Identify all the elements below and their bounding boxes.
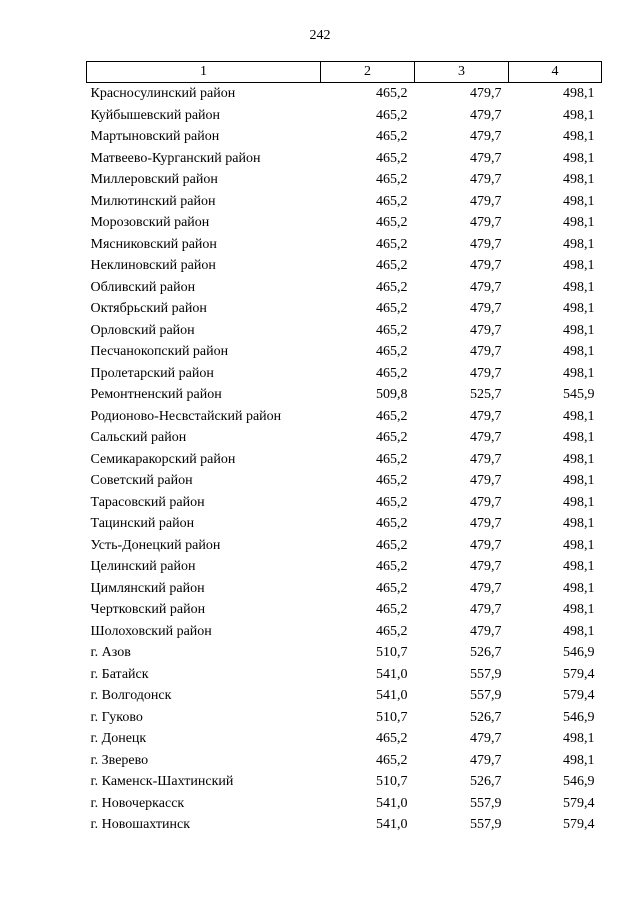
district-name: Мясниковский район: [90, 236, 217, 252]
table-row: [87, 599, 602, 621]
district-name: Тацинский район: [90, 516, 195, 531]
table-row: [87, 126, 602, 148]
table-row: [87, 191, 602, 213]
value-col-3: 526,7: [470, 645, 502, 660]
value-col-4: 498,1: [563, 344, 595, 359]
table-row: [87, 83, 602, 105]
value-col-4: 498,1: [563, 215, 595, 230]
value-col-2: 465,2: [376, 516, 408, 531]
table-row: [87, 212, 602, 234]
value-col-4: 498,1: [563, 322, 595, 338]
value-col-2: 465,2: [376, 107, 408, 123]
district-name: Обливский район: [90, 279, 196, 295]
district-name: Родионово-Несвстайский район: [90, 408, 282, 424]
table-row: [87, 406, 602, 428]
district-name: Песчанокопский район: [90, 344, 229, 359]
value-col-3: 479,7: [470, 623, 502, 639]
value-col-3: 479,7: [470, 322, 502, 338]
table-header: [87, 62, 602, 83]
district-name: Матвеево-Курганский район: [90, 150, 261, 166]
value-col-4: 546,9: [563, 774, 595, 789]
value-col-2: 465,2: [376, 494, 408, 510]
value-col-3: 479,7: [470, 430, 502, 445]
district-name: Ремонтненский район: [90, 387, 222, 402]
district-name: Шолоховский район: [90, 623, 212, 639]
value-col-3: 479,7: [470, 129, 502, 144]
value-col-3: 479,7: [470, 193, 502, 209]
value-col-2: 541,0: [376, 817, 408, 832]
district-name: г. Новошахтинск: [90, 817, 191, 832]
table-row: [87, 814, 602, 836]
table-row: [87, 535, 602, 557]
value-col-3: 479,7: [470, 279, 502, 295]
value-col-4: 498,1: [563, 107, 595, 123]
value-col-3: 557,9: [470, 666, 502, 682]
table-row: [87, 664, 602, 686]
table-row: [87, 578, 602, 600]
district-name: Неклиновский район: [90, 258, 216, 273]
value-col-4: 498,1: [563, 365, 595, 381]
district-name: Пролетарский район: [90, 365, 214, 381]
value-col-4: 545,9: [563, 387, 595, 402]
table-row: [87, 621, 602, 643]
value-col-2: 465,2: [376, 344, 408, 359]
value-col-3: 479,7: [470, 107, 502, 123]
value-col-2: 465,2: [376, 150, 408, 166]
value-col-2: 465,2: [376, 236, 408, 252]
value-col-2: 465,2: [376, 559, 408, 574]
district-name: Усть-Донецкий район: [90, 537, 221, 553]
table-header-row: [87, 62, 602, 83]
value-col-3: 557,9: [470, 795, 502, 811]
value-col-3: 479,7: [470, 301, 502, 316]
value-col-3: 479,7: [470, 172, 502, 187]
table-row: [87, 363, 602, 385]
district-name: Советский район: [90, 473, 193, 488]
value-col-3: 479,7: [470, 236, 502, 252]
column-header-4: 4: [509, 62, 602, 83]
value-col-4: 498,1: [563, 301, 595, 316]
value-col-2: 509,8: [376, 387, 408, 402]
value-col-3: 479,7: [470, 258, 502, 273]
value-col-3: 525,7: [470, 387, 502, 402]
table-row: [87, 341, 602, 363]
value-col-4: 498,1: [563, 580, 595, 596]
district-name: г. Гуково: [90, 709, 143, 725]
table-body: [87, 83, 602, 836]
value-col-4: 498,1: [563, 150, 595, 166]
column-header-3: 3: [415, 62, 509, 83]
value-col-4: 498,1: [563, 473, 595, 488]
district-name: Красносулинский район: [90, 86, 236, 101]
data-table-container: [86, 61, 601, 836]
value-col-4: 498,1: [563, 623, 595, 639]
value-col-3: 479,7: [470, 731, 502, 746]
table-row: [87, 449, 602, 471]
district-name: г. Азов: [90, 645, 131, 660]
value-col-2: 510,7: [376, 645, 408, 660]
value-col-2: 465,2: [376, 322, 408, 338]
district-name: Миллеровский район: [90, 172, 218, 187]
value-col-4: 546,9: [563, 709, 595, 725]
table-row: [87, 148, 602, 170]
district-name: г. Волгодонск: [90, 688, 172, 703]
value-col-2: 465,2: [376, 365, 408, 381]
value-col-3: 479,7: [470, 408, 502, 424]
value-col-2: 465,2: [376, 172, 408, 187]
district-name: Куйбышевский район: [90, 107, 221, 123]
district-name: г. Новочеркасск: [90, 795, 185, 811]
district-name: Сальский район: [90, 430, 187, 445]
value-col-2: 465,2: [376, 215, 408, 230]
value-col-3: 479,7: [470, 516, 502, 531]
district-name: Октябрьский район: [90, 301, 207, 316]
value-col-2: 465,2: [376, 408, 408, 424]
value-col-4: 498,1: [563, 279, 595, 295]
value-col-2: 465,2: [376, 451, 408, 467]
table-row: [87, 707, 602, 729]
value-col-2: 465,2: [376, 731, 408, 746]
value-col-2: 541,0: [376, 795, 408, 811]
table-row: [87, 255, 602, 277]
value-col-4: 498,1: [563, 193, 595, 209]
value-col-4: 579,4: [563, 688, 595, 703]
value-col-4: 498,1: [563, 752, 595, 768]
value-col-4: 579,4: [563, 666, 595, 682]
table-row: [87, 750, 602, 772]
value-col-3: 479,7: [470, 537, 502, 553]
district-name: г. Зверево: [90, 752, 149, 768]
district-name: г. Батайск: [90, 666, 149, 682]
page-number: 242: [309, 28, 331, 43]
value-col-2: 465,2: [376, 752, 408, 768]
value-col-4: 498,1: [563, 430, 595, 445]
table-row: [87, 685, 602, 707]
value-col-3: 479,7: [470, 215, 502, 230]
district-name: Целинский район: [90, 559, 196, 574]
value-col-3: 479,7: [470, 86, 502, 101]
data-table: [86, 61, 602, 836]
value-col-3: 526,7: [470, 709, 502, 725]
value-col-4: 546,9: [563, 645, 595, 660]
value-col-2: 510,7: [376, 709, 408, 725]
district-name: Мартыновский район: [90, 129, 220, 144]
value-col-3: 479,7: [470, 494, 502, 510]
table-row: [87, 105, 602, 127]
table-row: [87, 556, 602, 578]
value-col-4: 498,1: [563, 129, 595, 144]
column-header-2: 2: [321, 62, 415, 83]
value-col-2: 465,2: [376, 258, 408, 273]
value-col-2: 465,2: [376, 580, 408, 596]
value-col-4: 498,1: [563, 731, 595, 746]
value-col-4: 498,1: [563, 559, 595, 574]
table-row: [87, 728, 602, 750]
district-name: Семикаракорский район: [90, 451, 236, 467]
table-row: [87, 642, 602, 664]
value-col-2: 510,7: [376, 774, 408, 789]
value-col-2: 465,2: [376, 129, 408, 144]
district-name: Милютинский район: [90, 193, 216, 209]
table-row: [87, 234, 602, 256]
district-name: Орловский район: [90, 322, 195, 338]
table-row: [87, 771, 602, 793]
value-col-4: 498,1: [563, 86, 595, 101]
value-col-2: 465,2: [376, 301, 408, 316]
value-col-3: 479,7: [470, 344, 502, 359]
table-row: [87, 384, 602, 406]
value-col-2: 541,0: [376, 688, 408, 703]
value-col-4: 498,1: [563, 258, 595, 273]
value-col-4: 498,1: [563, 451, 595, 467]
value-col-3: 557,9: [470, 688, 502, 703]
value-col-4: 498,1: [563, 516, 595, 531]
value-col-2: 465,2: [376, 602, 408, 617]
table-row: [87, 427, 602, 449]
value-col-3: 479,7: [470, 752, 502, 768]
district-name: г. Каменск-Шахтинский: [90, 774, 234, 789]
value-col-4: 498,1: [563, 172, 595, 187]
table-row: [87, 793, 602, 815]
table-row: [87, 492, 602, 514]
value-col-2: 465,2: [376, 623, 408, 639]
value-col-3: 557,9: [470, 817, 502, 832]
value-col-3: 479,7: [470, 365, 502, 381]
table-row: [87, 320, 602, 342]
value-col-3: 479,7: [470, 473, 502, 488]
value-col-2: 541,0: [376, 666, 408, 682]
table-row: [87, 513, 602, 535]
value-col-2: 465,2: [376, 279, 408, 295]
value-col-3: 526,7: [470, 774, 502, 789]
district-name: г. Донецк: [90, 731, 147, 746]
table-row: [87, 169, 602, 191]
value-col-2: 465,2: [376, 86, 408, 101]
district-name: Чертковский район: [90, 602, 206, 617]
value-col-3: 479,7: [470, 602, 502, 617]
district-name: Морозовский район: [90, 215, 210, 230]
value-col-2: 465,2: [376, 537, 408, 553]
value-col-4: 498,1: [563, 236, 595, 252]
value-col-3: 479,7: [470, 451, 502, 467]
value-col-4: 498,1: [563, 537, 595, 553]
district-name: Цимлянский район: [90, 580, 205, 596]
value-col-3: 479,7: [470, 150, 502, 166]
value-col-3: 479,7: [470, 580, 502, 596]
value-col-3: 479,7: [470, 559, 502, 574]
value-col-2: 465,2: [376, 473, 408, 488]
table-row: [87, 470, 602, 492]
value-col-2: 465,2: [376, 193, 408, 209]
column-header-1: 1: [87, 62, 321, 83]
value-col-4: 579,4: [563, 795, 595, 811]
value-col-4: 498,1: [563, 494, 595, 510]
value-col-4: 498,1: [563, 602, 595, 617]
table-row: [87, 298, 602, 320]
table-row: [87, 277, 602, 299]
district-name: Тарасовский район: [90, 494, 205, 510]
value-col-4: 498,1: [563, 408, 595, 424]
value-col-2: 465,2: [376, 430, 408, 445]
value-col-4: 579,4: [563, 817, 595, 832]
